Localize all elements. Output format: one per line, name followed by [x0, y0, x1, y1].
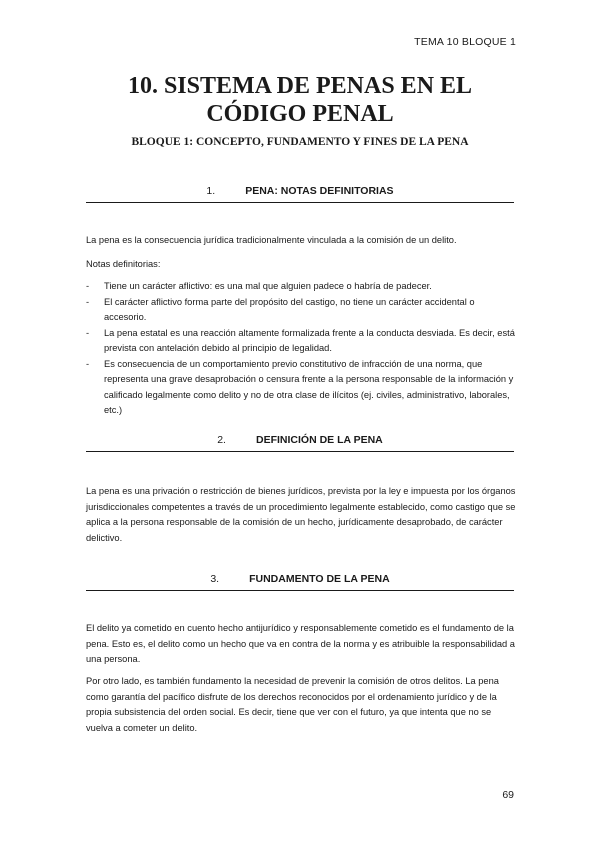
- definitory-notes-list: [86, 279, 516, 419]
- list-item: - La pena estatal es una reacción altamente formalizada frente a la conducta desviada. Es decir, está prevista con antelación debido al principio de legalidad.: [86, 327, 515, 353]
- page-title: [0, 72, 600, 128]
- notes-label: Notas definitorias:: [86, 259, 161, 269]
- section-number: 2.: [217, 434, 226, 446]
- bullet-dash: -: [86, 358, 90, 369]
- title-line-1: 10. SISTEMA DE PENAS EN EL: [127, 73, 473, 99]
- section-2-text: La pena es una privación o restricción de bienes jurídicos, prevista por la ley e impuesta por los órganos jurisdiccionales competentes a través de un procedimiento legalmente establecido, como castigo que se aplica a la persona responsable de la comisión de un hecho, jurídicamente desaprobado, de carácter delictivo.: [86, 486, 516, 543]
- list-item: - Es consecuencia de un comportamiento previo constitutivo de infracción de una norma, que representa una grave desaprobación o censura frente a la persona responsable de la información y calificado legalmente como delito y no de otra clase de ilícitos (ej. civiles, administrativo, laborales, etc.): [86, 358, 514, 415]
- section-heading-3: [86, 573, 514, 591]
- section-number: 3.: [210, 573, 220, 585]
- section-number: 1.: [206, 185, 216, 197]
- list-item: - Tiene un carácter aflictivo: es una mal que alguien padece o habría de padecer.: [86, 279, 516, 295]
- section-1-intro: La pena es la consecuencia jurídica tradicionalmente vinculada a la comisión de un delito.: [86, 235, 457, 245]
- bullet-dash: -: [86, 281, 90, 291]
- bullet-dash: -: [86, 327, 90, 338]
- section-title: FUNDAMENTO DE LA PENA: [249, 573, 390, 585]
- page-subtitle: BLOQUE 1: CONCEPTO, FUNDAMENTO Y FINES DE LA PENA: [131, 136, 469, 148]
- bullet-dash: -: [86, 296, 90, 307]
- section-heading-2: [86, 434, 514, 452]
- section-title: DEFINICIÓN DE LA PENA: [255, 434, 383, 446]
- section-3-paragraph-1: El delito ya cometido en cuento hecho antijurídico y responsablemente cometido es el fundamento de la pena. Esto es, el delito como un hecho que va en contra de la norma y es atribuible la responsabilidad a una persona.: [86, 623, 515, 664]
- running-header: TEMA 10 BLOQUE 1: [414, 36, 516, 48]
- page-number: 69: [502, 789, 514, 801]
- title-line-2: CÓDIGO PENAL: [206, 101, 394, 127]
- section-title: PENA: NOTAS DEFINITORIAS: [245, 185, 394, 197]
- section-3-paragraph-2: Por otro lado, es también fundamento la necesidad de prevenir la comisión de otros delitos. La pena como garantía del pacífico disfrute de los derechos reconocidos por el ordenamiento jurídico y de la propia subsistencia del orden social. Es decir, tiene que ver con el futuro, ya que intenta que no se vuelva a cometer un delito.: [86, 676, 499, 733]
- section-heading-1: [86, 185, 514, 203]
- list-item: - El carácter aflictivo forma parte del propósito del castigo, no tiene un carácter accidental o accesorio.: [86, 296, 475, 322]
